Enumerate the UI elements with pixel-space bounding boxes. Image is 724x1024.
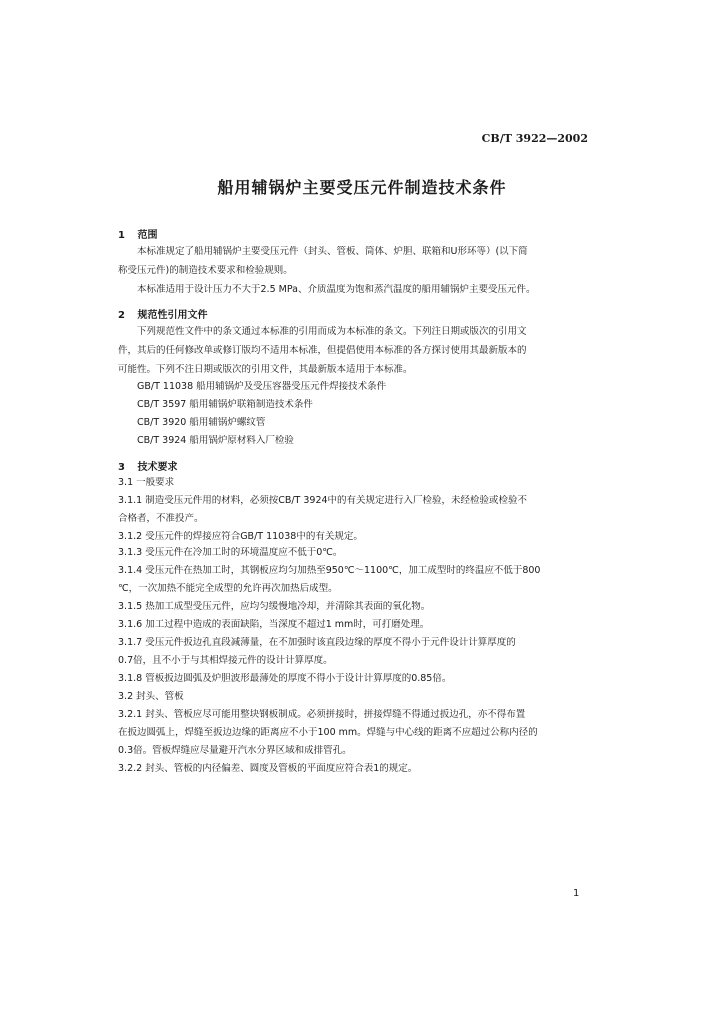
document-title: 船用辅锅炉主要受压元件制造技术条件 [217,178,507,197]
paragraph-line: 称受压元件)的制造技术要求和检验规则。 [118,265,293,276]
reference-item: CB/T 3597 船用辅锅炉联箱制造技术条件 [137,399,313,410]
reference-item: GB/T 11038 船用辅锅炉及受压容器受压元件焊接技术条件 [137,381,387,392]
section-number: 1 [118,230,125,241]
clause-line: 3.1.1 制造受压元件用的材料，必须按CB/T 3924中的有关规定进行入厂检验，未经检验或检验不 [118,495,528,506]
clause-line: 0.3倍。管板焊缝应尽量避开汽水分界区域和成排管孔。 [118,745,352,756]
paragraph-line: 下列规范性文件中的条文通过本标准的引用而成为本标准的条文。下列注日期或版次的引用文 [137,326,527,337]
clause-line: 3.1.2 受压元件的焊接应符合GB/T 11038中的有关规定。 [118,531,363,542]
paragraph-line: 本标准规定了船用辅锅炉主要受压元件（封头、管板、筒体、炉胆、联箱和U形环等）(以下简 [137,246,528,257]
standard-code: CB/T 3922—2002 [481,132,588,145]
section-title: 技术要求 [137,462,178,473]
section-1-heading [118,226,157,241]
clause-line: 3.2.2 封头、管板的内径偏差、圆度及管板的平面度应符合表1的规定。 [118,763,418,774]
subsection-heading: 3.2 封头、管板 [118,691,184,702]
clause-line: 3.1.8 管板扳边圆弧及炉胆波形最薄处的厚度不得小于设计计算厚度的0.85倍。 [118,673,452,684]
paragraph-line: 件，其后的任何修改单或修订版均不适用本标准，但提倡使用本标准的各方探讨使用其最新版本的 [118,345,527,356]
clause-line: 3.1.7 受压元件扳边孔直段减薄量，在不加强时该直段边缘的厚度不得小于元件设计计算厚度的 [118,637,516,648]
section-2-heading [118,306,207,321]
section-number: 3 [118,462,125,473]
paragraph-line: 可能性。下列不注日期或版次的引用文件，其最新版本适用于本标准。 [118,364,413,375]
clause-line: 在扳边圆弧上，焊缝至扳边边缘的距离应不小于100 mm。焊缝与中心线的距离不应超过公称内径的 [118,727,538,738]
page-number: 1 [573,888,580,899]
clause-line: 3.2.1 封头、管板应尽可能用整块钢板制成。必须拼接时，拼接焊缝不得通过扳边孔，亦不得布置 [118,709,526,720]
clause-line: 合格者，不准投产。 [118,513,204,524]
clause-line: ℃，一次加热不能完全成型的允许再次加热后成型。 [118,583,338,594]
section-number: 2 [118,310,125,321]
clause-line: 0.7倍，且不小于与其相焊接元件的设计计算厚度。 [118,655,333,666]
reference-item: CB/T 3920 船用辅锅炉螺纹管 [137,417,266,428]
clause-line: 3.1.5 热加工成型受压元件，应均匀缓慢地冷却，并清除其表面的氧化物。 [118,601,431,612]
clause-line: 3.1.6 加工过程中造成的表面缺陷，当深度不超过1 mm时，可打磨处理。 [118,619,430,630]
subsection-heading: 3.1 一般要求 [118,477,175,488]
paragraph-line: 本标准适用于设计压力不大于2.5 MPa、介质温度为饱和蒸汽温度的船用辅锅炉主要受压元件。 [137,284,536,295]
clause-line: 3.1.3 受压元件在冷加工时的环境温度应不低于0℃。 [118,547,343,558]
reference-item: CB/T 3924 船用锅炉原材料入厂检验 [137,435,294,446]
section-title: 规范性引用文件 [137,310,208,321]
clause-line: 3.1.4 受压元件在热加工时，其钢板应均匀加热至950℃～1100℃，加工成型时的终温应不低于800 [118,565,541,576]
section-3-heading [118,458,177,473]
section-title: 范围 [137,230,158,241]
